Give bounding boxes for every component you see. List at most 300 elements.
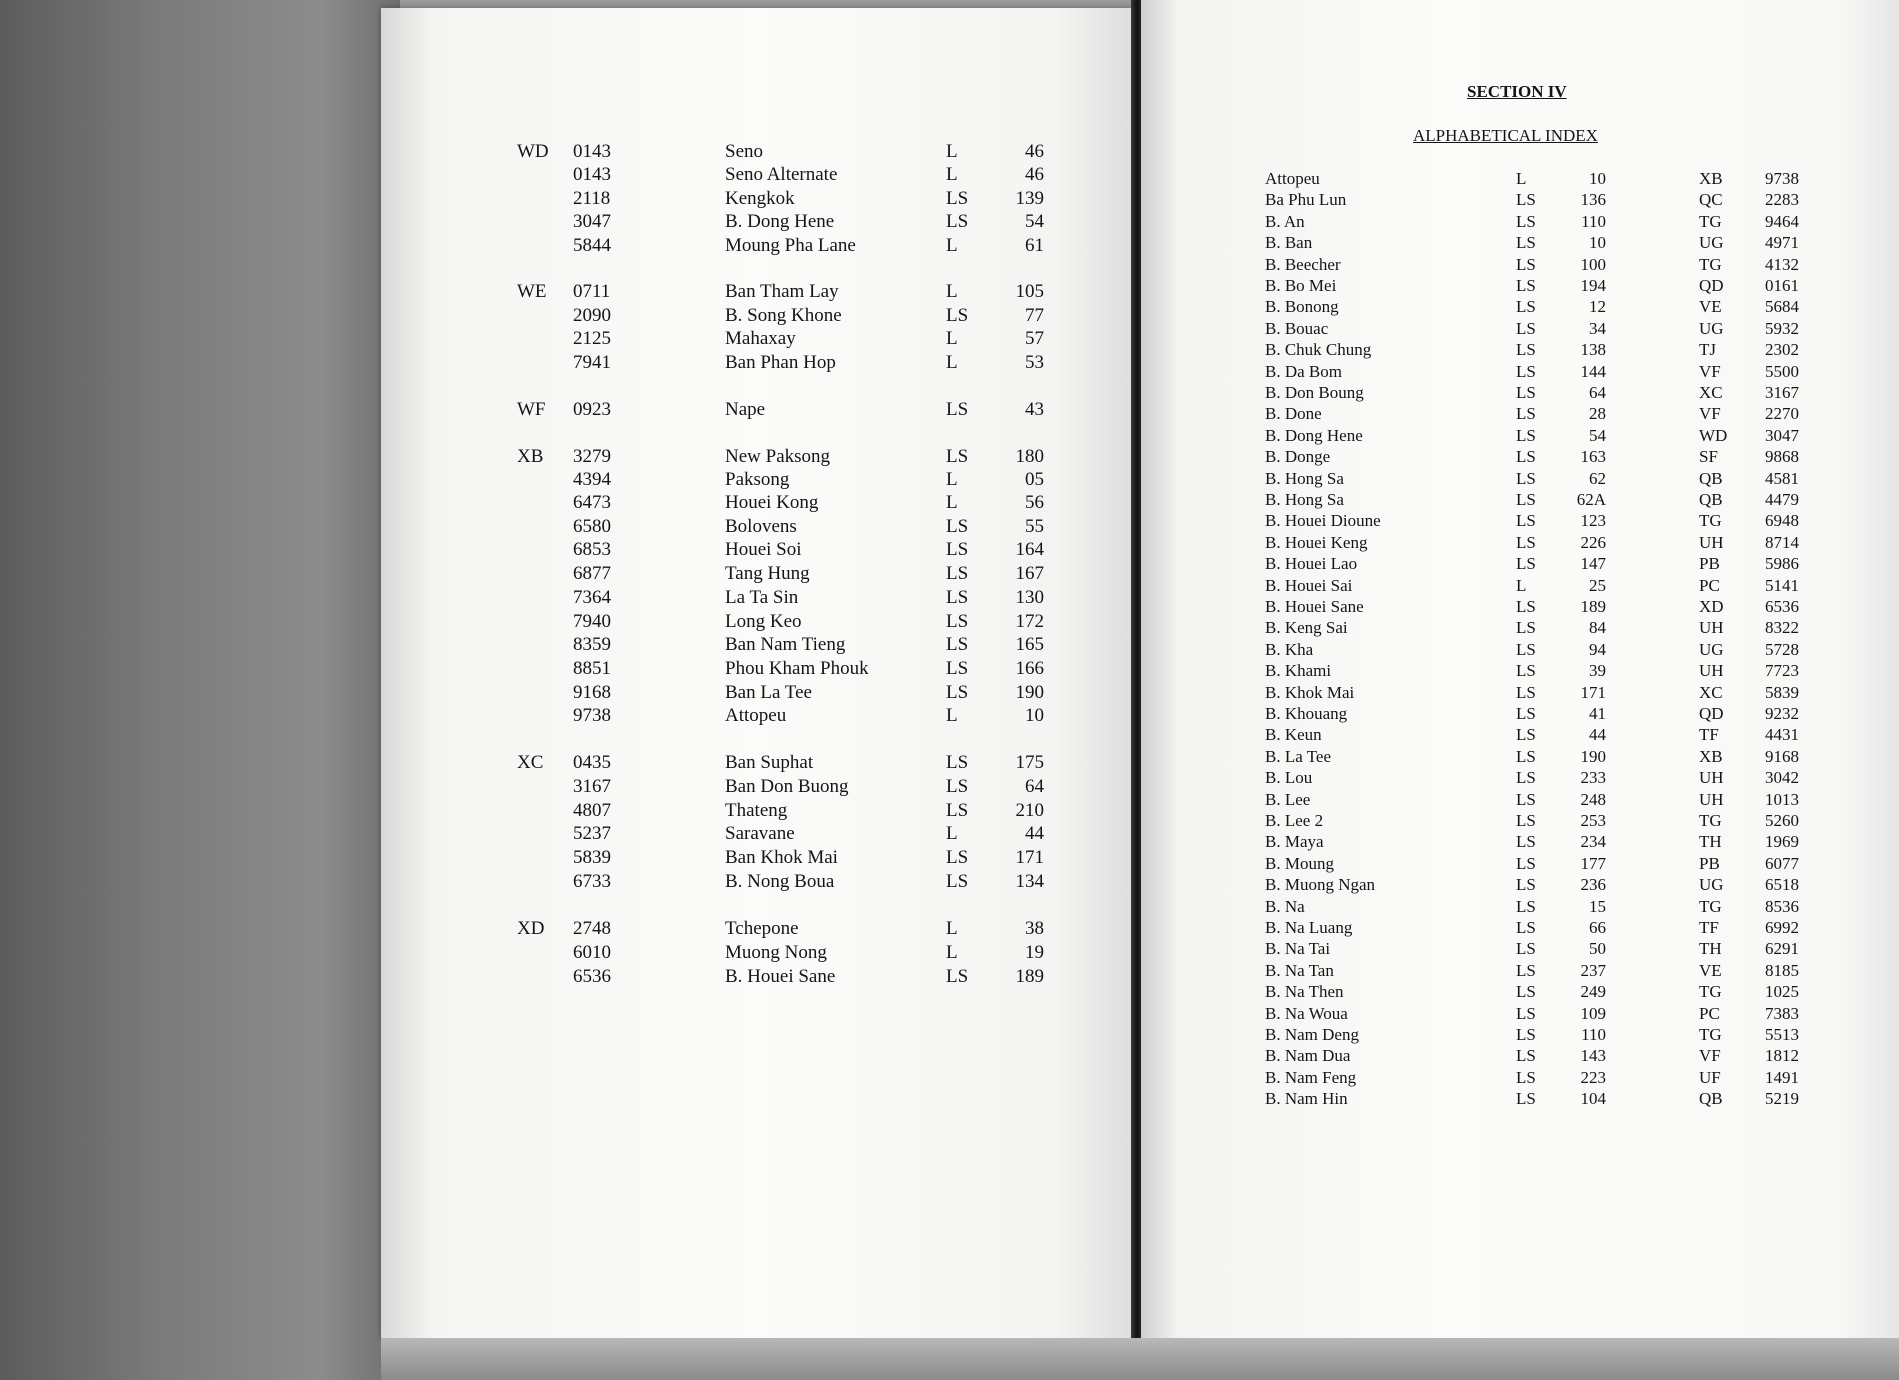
alphabetical-row (1141, 296, 1899, 317)
alphabetical-row (1141, 361, 1899, 382)
site-type: LS (946, 658, 969, 679)
alphabetical-row (1141, 639, 1899, 660)
page-number: 10 (1589, 233, 1606, 252)
grid-prefix: PC (1699, 1004, 1720, 1023)
site-type: LS (1516, 233, 1536, 252)
site-type: LS (946, 399, 969, 420)
grid-number: 6853 (573, 539, 611, 560)
site-type: LS (1516, 618, 1536, 637)
grid-number: 6473 (573, 492, 611, 513)
page-number: 110 (1581, 1025, 1606, 1044)
alphabetical-row (1141, 767, 1899, 788)
location-name: Tchepone (725, 918, 799, 939)
index-row (381, 822, 1133, 846)
index-row (381, 610, 1133, 634)
grid-number: 9868 (1765, 447, 1799, 466)
grid-number: 5219 (1765, 1089, 1799, 1108)
location-name: Thateng (725, 800, 788, 821)
grid-number: 8536 (1765, 897, 1799, 916)
location-name: B. Na Woua (1265, 1004, 1348, 1023)
location-name: B. Hong Sa (1265, 469, 1344, 488)
location-name: B. Bouac (1265, 319, 1329, 338)
grid-prefix: SF (1699, 447, 1718, 466)
alphabetical-index-table (1141, 0, 1899, 1370)
page-number: 172 (1015, 611, 1044, 632)
page-number: 53 (1025, 352, 1044, 373)
grid-prefix: XB (1699, 169, 1723, 188)
location-name: B. Houei Sai (1265, 576, 1353, 595)
page-number: 138 (1580, 340, 1606, 359)
grid-prefix: UH (1699, 533, 1724, 552)
index-row (381, 633, 1133, 657)
location-name: B. Bonong (1265, 297, 1339, 316)
page-number: 167 (1015, 563, 1044, 584)
grid-number: 7723 (1765, 661, 1799, 680)
location-name: B. Dong Hene (725, 211, 835, 232)
grid-number: 5932 (1765, 319, 1799, 338)
grid-number: 4431 (1765, 725, 1799, 744)
alphabetical-row (1141, 532, 1899, 553)
alphabetical-row (1141, 917, 1899, 938)
right-page (1141, 0, 1899, 1370)
location-name: B. Muong Ngan (1265, 875, 1376, 894)
index-row (381, 917, 1133, 941)
location-name: B. Khok Mai (1265, 683, 1355, 702)
alphabetical-row (1141, 489, 1899, 510)
grid-number: 8359 (573, 634, 611, 655)
site-type: LS (1516, 511, 1536, 530)
page-number: 64 (1589, 383, 1606, 402)
grid-prefix: TG (1699, 811, 1722, 830)
grid-number: 3047 (573, 211, 611, 232)
grid-number: 8185 (1765, 961, 1799, 980)
page-number: 194 (1580, 276, 1606, 295)
grid-prefix: TH (1699, 832, 1722, 851)
alphabetical-row (1141, 168, 1899, 189)
grid-prefix: VF (1699, 362, 1721, 381)
site-type: LS (946, 776, 969, 797)
page-number: 54 (1025, 211, 1044, 232)
site-type: LS (946, 563, 969, 584)
site-type: LS (1516, 1004, 1536, 1023)
site-type: LS (1516, 897, 1536, 916)
location-name: B. Nong Boua (725, 871, 835, 892)
alphabetical-row (1141, 703, 1899, 724)
location-name: B. Lee (1265, 790, 1311, 809)
site-type: LS (1516, 319, 1536, 338)
grid-number: 4479 (1765, 490, 1799, 509)
page-number: 175 (1015, 752, 1044, 773)
page-number: 50 (1589, 939, 1606, 958)
page-number: 62 (1589, 469, 1606, 488)
location-name: B. Houei Lao (1265, 554, 1358, 573)
site-type: LS (946, 847, 969, 868)
grid-prefix: TG (1699, 255, 1722, 274)
grid-prefix: QB (1699, 1089, 1723, 1108)
alphabetical-row (1141, 382, 1899, 403)
site-type: LS (946, 587, 969, 608)
site-type: LS (946, 871, 969, 892)
grid-prefix: WD (517, 141, 549, 162)
page-number: 249 (1580, 982, 1606, 1001)
page-number: 190 (1580, 747, 1606, 766)
alphabetical-row (1141, 446, 1899, 467)
location-name: Ban Suphat (725, 752, 814, 773)
location-name: B. Kha (1265, 640, 1314, 659)
index-row (381, 586, 1133, 610)
page-number: 163 (1580, 447, 1606, 466)
page-number: 143 (1580, 1046, 1606, 1065)
grid-prefix: UH (1699, 768, 1724, 787)
site-type: LS (1516, 276, 1536, 295)
alphabetical-row (1141, 938, 1899, 959)
page-number: 84 (1589, 618, 1606, 637)
alphabetical-row (1141, 275, 1899, 296)
page-number: 171 (1580, 683, 1606, 702)
grid-number: 1025 (1765, 982, 1799, 1001)
page-number: 147 (1580, 554, 1606, 573)
site-type: L (946, 918, 958, 939)
grid-number: 3279 (573, 446, 611, 467)
grid-number: 1491 (1765, 1068, 1799, 1087)
grid-prefix: TH (1699, 939, 1722, 958)
grid-prefix: VF (1699, 1046, 1721, 1065)
page-number: 171 (1015, 847, 1044, 868)
page-number: 166 (1015, 658, 1044, 679)
index-row (381, 846, 1133, 870)
grid-number: 2118 (573, 188, 611, 209)
page-number: 46 (1025, 141, 1044, 162)
alphabetical-row (1141, 981, 1899, 1002)
site-type: LS (1516, 340, 1536, 359)
site-type: LS (1516, 533, 1536, 552)
page-number: 15 (1589, 897, 1606, 916)
site-type: L (946, 281, 958, 302)
site-type: LS (1516, 961, 1536, 980)
grid-number: 4971 (1765, 233, 1799, 252)
alphabetical-row (1141, 1003, 1899, 1024)
site-type: LS (1516, 832, 1536, 851)
page-number: 77 (1025, 305, 1044, 326)
grid-prefix: UH (1699, 618, 1724, 637)
index-row (381, 965, 1133, 989)
location-name: B. La Tee (1265, 747, 1331, 766)
index-row (381, 681, 1133, 705)
grid-number: 3167 (573, 776, 611, 797)
grid-prefix: UH (1699, 790, 1724, 809)
page-number: 223 (1580, 1068, 1606, 1087)
site-type: LS (1516, 383, 1536, 402)
location-name: Phou Kham Phouk (725, 658, 869, 679)
site-type: LS (946, 211, 969, 232)
grid-number: 9168 (573, 682, 611, 703)
grid-prefix: WE (517, 281, 547, 302)
site-type: LS (1516, 768, 1536, 787)
grid-number: 6733 (573, 871, 611, 892)
index-row (381, 210, 1133, 234)
site-type: LS (1516, 725, 1536, 744)
site-type: LS (1516, 190, 1536, 209)
index-row (381, 775, 1133, 799)
site-type: LS (1516, 918, 1536, 937)
alphabetical-row (1141, 831, 1899, 852)
grid-number: 4807 (573, 800, 611, 821)
grid-number: 2270 (1765, 404, 1799, 423)
grid-number: 5728 (1765, 640, 1799, 659)
page-number: 55 (1025, 516, 1044, 537)
index-row (381, 491, 1133, 515)
location-name: B. Maya (1265, 832, 1324, 851)
location-name: B. Houei Sane (1265, 597, 1364, 616)
page-number: 210 (1015, 800, 1044, 821)
alphabetical-row (1141, 896, 1899, 917)
site-type: LS (1516, 1089, 1536, 1108)
page-number: 233 (1580, 768, 1606, 787)
location-name: Long Keo (725, 611, 802, 632)
grid-number: 5237 (573, 823, 611, 844)
page-number: 57 (1025, 328, 1044, 349)
index-row (381, 304, 1133, 328)
alphabetical-row (1141, 254, 1899, 275)
location-name: Mahaxay (725, 328, 796, 349)
grid-number: 8322 (1765, 618, 1799, 637)
site-type: LS (1516, 469, 1536, 488)
index-row (381, 280, 1133, 304)
grid-number: 3042 (1765, 768, 1799, 787)
page-number: 123 (1580, 511, 1606, 530)
site-type: L (946, 141, 958, 162)
index-row (381, 140, 1133, 164)
grid-number: 0923 (573, 399, 611, 420)
location-name: Attopeu (725, 705, 787, 726)
alphabetical-row (1141, 1024, 1899, 1045)
alphabetical-row (1141, 425, 1899, 446)
page-number: 139 (1015, 188, 1044, 209)
location-name: B. Hong Sa (1265, 490, 1344, 509)
location-name: Seno Alternate (725, 164, 838, 185)
site-type: LS (946, 611, 969, 632)
grid-prefix: QD (1699, 276, 1724, 295)
grid-prefix: QB (1699, 490, 1723, 509)
page-number: 236 (1580, 875, 1606, 894)
grid-number: 5513 (1765, 1025, 1799, 1044)
site-type: LS (1516, 1025, 1536, 1044)
alphabetical-row (1141, 1088, 1899, 1109)
page-number: 226 (1580, 533, 1606, 552)
grid-prefix: XD (1699, 597, 1724, 616)
site-type: LS (1516, 790, 1536, 809)
location-name: Bolovens (725, 516, 797, 537)
site-type: LS (946, 752, 969, 773)
site-type: L (946, 328, 958, 349)
grid-number: 8851 (573, 658, 611, 679)
grid-number: 5500 (1765, 362, 1799, 381)
alphabetical-row (1141, 575, 1899, 596)
location-name: Moung Pha Lane (725, 235, 856, 256)
location-name: B. Na Tai (1265, 939, 1331, 958)
site-type: LS (946, 966, 969, 987)
location-name: Tang Hung (725, 563, 810, 584)
grid-number: 4132 (1765, 255, 1799, 274)
page-number: 164 (1015, 539, 1044, 560)
location-name: B. Keun (1265, 725, 1322, 744)
site-type: LS (1516, 747, 1536, 766)
grid-number: 2302 (1765, 340, 1799, 359)
page-number: 34 (1589, 319, 1606, 338)
grid-number: 7940 (573, 611, 611, 632)
grid-prefix: WD (1699, 426, 1728, 445)
grid-number: 2748 (573, 918, 611, 939)
site-type: LS (1516, 811, 1536, 830)
location-name: Paksong (725, 469, 790, 490)
location-name: Kengkok (725, 188, 795, 209)
page-number: 136 (1580, 190, 1606, 209)
grid-prefix: UF (1699, 1068, 1721, 1087)
left-index-table (381, 8, 1133, 1338)
location-name: La Ta Sin (725, 587, 799, 608)
site-type: LS (1516, 939, 1536, 958)
site-type: LS (1516, 982, 1536, 1001)
grid-prefix: UH (1699, 661, 1724, 680)
alphabetical-row (1141, 853, 1899, 874)
grid-number: 0161 (1765, 276, 1799, 295)
location-name: B. Nam Feng (1265, 1068, 1357, 1087)
page-number: 190 (1015, 682, 1044, 703)
site-type: LS (946, 682, 969, 703)
site-type: LS (1516, 875, 1536, 894)
grid-prefix: VF (1699, 404, 1721, 423)
alphabetical-row (1141, 510, 1899, 531)
location-name: B. Done (1265, 404, 1322, 423)
grid-number: 2090 (573, 305, 611, 326)
grid-number: 1812 (1765, 1046, 1799, 1065)
page-number: 177 (1580, 854, 1606, 873)
page-number: 109 (1580, 1004, 1606, 1023)
page-number: 10 (1589, 169, 1606, 188)
grid-number: 5986 (1765, 554, 1799, 573)
site-type: LS (1516, 426, 1536, 445)
location-name: Ban Nam Tieng (725, 634, 846, 655)
index-row (381, 351, 1133, 375)
alphabetical-row (1141, 232, 1899, 253)
location-name: B. Na (1265, 897, 1305, 916)
site-type: LS (946, 516, 969, 537)
index-row (381, 445, 1133, 469)
grid-number: 7383 (1765, 1004, 1799, 1023)
alphabetical-row (1141, 189, 1899, 210)
book-edge (0, 0, 400, 1380)
site-type: LS (1516, 854, 1536, 873)
index-row (381, 799, 1133, 823)
index-title: ALPHABETICAL INDEX (1413, 126, 1598, 145)
index-row (381, 515, 1133, 539)
grid-prefix: UG (1699, 319, 1724, 338)
page-number: 144 (1580, 362, 1606, 381)
alphabetical-row (1141, 1045, 1899, 1066)
grid-prefix: XC (517, 752, 544, 773)
grid-number: 9464 (1765, 212, 1799, 231)
alphabetical-row (1141, 682, 1899, 703)
grid-prefix: UG (1699, 875, 1724, 894)
site-type: LS (1516, 255, 1536, 274)
page-number: 130 (1015, 587, 1044, 608)
page-number: 38 (1025, 918, 1044, 939)
page-number: 64 (1025, 776, 1044, 797)
grid-number: 8714 (1765, 533, 1799, 552)
grid-number: 0711 (573, 281, 611, 302)
grid-prefix: XB (1699, 747, 1723, 766)
location-name: B. Lou (1265, 768, 1313, 787)
section-title: SECTION IV (1467, 82, 1567, 101)
grid-number: 3167 (1765, 383, 1799, 402)
page-number: 61 (1025, 235, 1044, 256)
page-number: 62A (1576, 490, 1606, 509)
site-type: L (946, 164, 958, 185)
site-type: LS (1516, 661, 1536, 680)
location-name: Houei Kong (725, 492, 819, 513)
site-type: L (1516, 576, 1527, 595)
page-number: 66 (1589, 918, 1606, 937)
grid-prefix: QC (1699, 190, 1723, 209)
page-number: 189 (1015, 966, 1044, 987)
location-name: Attopeu (1265, 169, 1320, 188)
alphabetical-row (1141, 789, 1899, 810)
location-name: Ba Phu Lun (1265, 190, 1347, 209)
index-row (381, 163, 1133, 187)
grid-prefix: QB (1699, 469, 1723, 488)
site-type: LS (1516, 1046, 1536, 1065)
site-type: LS (1516, 362, 1536, 381)
alphabetical-row (1141, 617, 1899, 638)
alphabetical-row (1141, 724, 1899, 745)
site-type: LS (1516, 704, 1536, 723)
grid-prefix: TJ (1699, 340, 1716, 359)
site-type: L (946, 823, 958, 844)
location-name: Ban Phan Hop (725, 352, 836, 373)
page-number: 253 (1580, 811, 1606, 830)
page-number: 56 (1025, 492, 1044, 513)
location-name: B. Moung (1265, 854, 1334, 873)
grid-number: 9738 (573, 705, 611, 726)
grid-prefix: XD (517, 918, 545, 939)
location-name: Houei Soi (725, 539, 802, 560)
grid-prefix: TG (1699, 982, 1722, 1001)
page-number: 12 (1589, 297, 1606, 316)
grid-prefix: VE (1699, 297, 1722, 316)
grid-number: 1969 (1765, 832, 1799, 851)
grid-number: 6948 (1765, 511, 1799, 530)
location-name: B. Nam Hin (1265, 1089, 1348, 1108)
page-number: 237 (1580, 961, 1606, 980)
grid-number: 7364 (573, 587, 611, 608)
page-number: 105 (1015, 281, 1044, 302)
page-number: 54 (1589, 426, 1606, 445)
site-type: LS (1516, 597, 1536, 616)
grid-number: 9168 (1765, 747, 1799, 766)
page-number: 19 (1025, 942, 1044, 963)
site-type: LS (946, 800, 969, 821)
index-row (381, 234, 1133, 258)
location-name: B. Donge (1265, 447, 1331, 466)
site-type: L (946, 235, 958, 256)
site-type: LS (1516, 683, 1536, 702)
location-name: B. Chuk Chung (1265, 340, 1372, 359)
page-number: 94 (1589, 640, 1606, 659)
grid-prefix: XC (1699, 383, 1723, 402)
index-row (381, 468, 1133, 492)
alphabetical-row (1141, 660, 1899, 681)
location-name: B. An (1265, 212, 1305, 231)
